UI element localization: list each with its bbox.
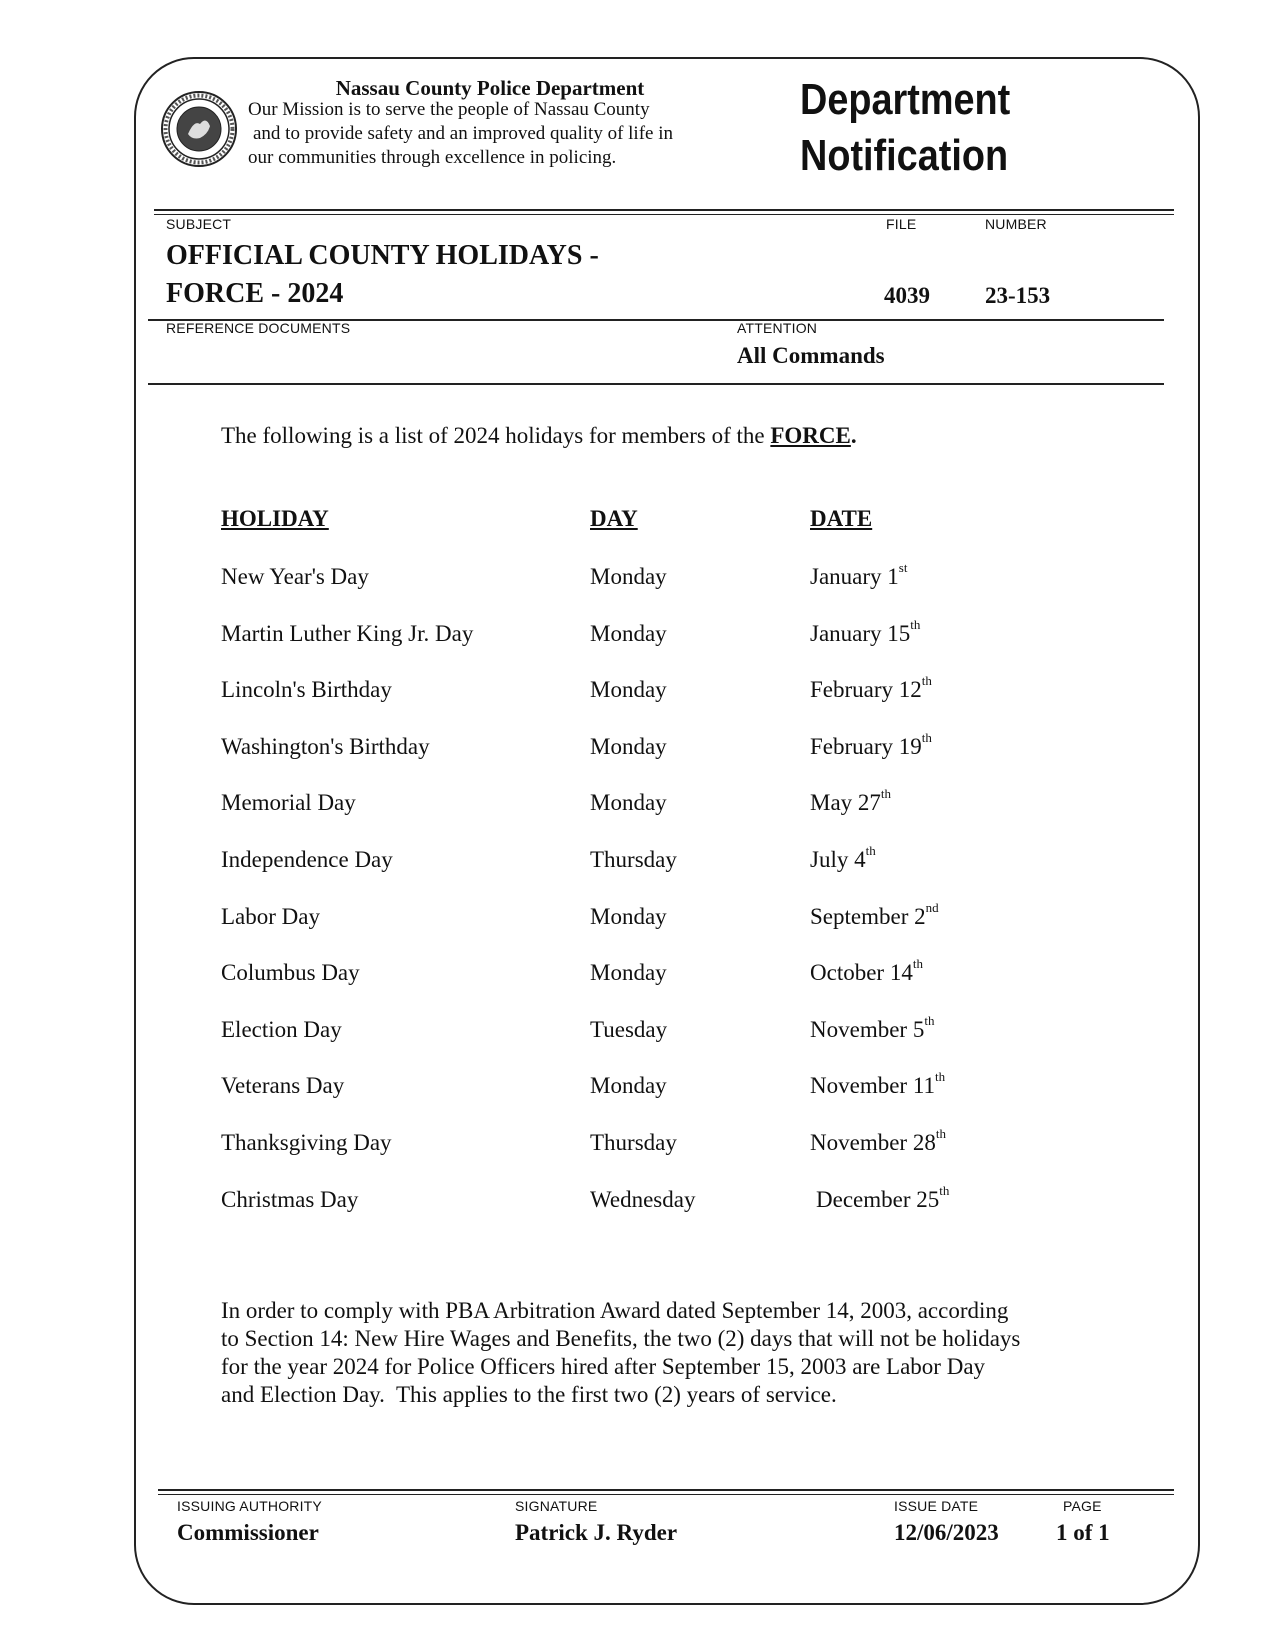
note-line-3: for the year 2024 for Police Officers hired after September 15, 2003 are Labor Day: [221, 1354, 986, 1379]
holiday-date: [810, 1069, 946, 1099]
holiday-name: New Year's Day: [221, 564, 369, 589]
holiday-date-text: January 15: [810, 621, 911, 646]
header-divider-inner: [154, 214, 1174, 215]
file-value: 4039: [884, 283, 930, 308]
holiday-day: Monday: [590, 1073, 667, 1098]
holiday-day: Thursday: [590, 1130, 677, 1155]
reference-divider: [148, 383, 1164, 385]
holiday-date-text: November 5: [810, 1017, 925, 1042]
header-divider: [154, 209, 1174, 211]
holiday-date: [810, 843, 876, 873]
signature-value: Patrick J. Ryder: [515, 1520, 678, 1545]
holiday-day: Tuesday: [590, 1017, 668, 1042]
holiday-name: Thanksgiving Day: [221, 1130, 392, 1155]
holiday-date-text: November 28: [810, 1130, 936, 1155]
holiday-date-text: December 25: [816, 1187, 940, 1212]
holiday-day: Monday: [590, 564, 667, 589]
holiday-name: Independence Day: [221, 847, 393, 872]
holiday-date-text: May 27: [810, 790, 881, 815]
holiday-day: Monday: [590, 677, 667, 702]
intro-text: The following is a list of 2024 holidays for members of the: [221, 423, 771, 448]
holiday-date: [816, 1183, 950, 1213]
footer-divider-inner: [158, 1494, 1174, 1495]
holiday-date-suffix: th: [912, 956, 923, 971]
title-line-2: Notification: [800, 131, 1009, 180]
holiday-date-text: September 2: [810, 904, 926, 929]
holiday-date: [810, 900, 939, 930]
holiday-date-text: January 1: [810, 564, 899, 589]
signature-label: SIGNATURE: [515, 1498, 598, 1514]
holiday-date-suffix: th: [934, 1069, 946, 1084]
holiday-date-suffix: th: [921, 673, 932, 688]
page-label: PAGE: [1063, 1498, 1102, 1514]
holiday-day: Wednesday: [590, 1187, 696, 1212]
note-line-2: to Section 14: New Hire Wages and Benefits, the two (2) days that will not be holidays: [221, 1326, 1021, 1351]
holiday-date-text: February 19: [810, 734, 922, 759]
holiday-day: Monday: [590, 621, 667, 646]
holiday-date: [810, 560, 908, 590]
footer-divider: [158, 1489, 1174, 1491]
holiday-name: Memorial Day: [221, 790, 356, 815]
column-holiday-header: HOLIDAY: [221, 506, 329, 531]
reference-label: REFERENCE DOCUMENTS: [166, 320, 351, 336]
attention-value: All Commands: [737, 343, 885, 368]
holiday-day: Monday: [590, 790, 667, 815]
holiday-date-text: November 11: [810, 1073, 935, 1098]
holiday-date: [810, 673, 932, 703]
holiday-name: Labor Day: [221, 904, 320, 929]
note-line-1: In order to comply with PBA Arbitration Award dated September 14, 2003, according: [221, 1298, 1009, 1323]
intro-force: FORCE: [770, 423, 851, 448]
holiday-date-text: July 4: [810, 847, 866, 872]
note-line-4: and Election Day. This applies to the first two (2) years of service.: [221, 1382, 837, 1407]
holiday-date-suffix: th: [924, 1013, 935, 1028]
holiday-date: [810, 786, 892, 816]
mission-line-3: our communities through excellence in policing.: [248, 147, 617, 168]
intro-period: .: [850, 423, 857, 448]
holiday-day: Monday: [590, 904, 667, 929]
holiday-name: Martin Luther King Jr. Day: [221, 621, 474, 646]
mission-line-2: and to provide safety and an improved quality of life in: [253, 123, 673, 144]
issuing-authority-label: ISSUING AUTHORITY: [177, 1498, 322, 1514]
holiday-date-suffix: th: [921, 730, 932, 745]
holiday-date: [810, 1126, 946, 1156]
number-value: 23-153: [985, 283, 1051, 308]
holiday-name: Columbus Day: [221, 960, 360, 985]
issue-date-value: 12/06/2023: [894, 1520, 999, 1545]
page-value: 1 of 1: [1056, 1520, 1110, 1545]
holiday-date: [810, 730, 932, 760]
intro-paragraph: [221, 422, 857, 450]
holiday-date: [810, 1013, 935, 1043]
note-paragraph: [221, 1297, 1020, 1409]
column-date-header: DATE: [810, 506, 873, 531]
column-day-header: DAY: [590, 506, 638, 531]
holiday-day: Monday: [590, 734, 667, 759]
mission-line-1: Our Mission is to serve the people of Nassau County: [248, 99, 650, 120]
attention-label: ATTENTION: [737, 320, 818, 336]
holiday-day: Monday: [590, 960, 667, 985]
holiday-date-suffix: st: [898, 560, 908, 575]
holiday-name: Veterans Day: [221, 1073, 345, 1098]
issuing-authority-value: Commissioner: [177, 1520, 319, 1545]
issue-date-label: ISSUE DATE: [894, 1498, 979, 1514]
holiday-date-suffix: th: [865, 843, 876, 858]
subject-label: SUBJECT: [166, 216, 232, 232]
subject-line-2: FORCE - 2024: [166, 278, 344, 309]
holiday-name: Christmas Day: [221, 1187, 359, 1212]
subject-line-1: OFFICIAL COUNTY HOLIDAYS -: [166, 240, 599, 271]
holiday-date-suffix: th: [935, 1126, 946, 1141]
file-label: FILE: [886, 216, 917, 232]
notification-title: [800, 72, 1010, 184]
holiday-date: [810, 617, 921, 647]
title-line-1: Department: [800, 75, 1011, 124]
holiday-date-suffix: th: [910, 617, 921, 632]
department-name: Nassau County Police Department: [335, 76, 645, 100]
holiday-date-suffix: th: [939, 1183, 950, 1198]
holiday-name: Lincoln's Birthday: [221, 677, 392, 702]
holiday-date-suffix: th: [880, 786, 892, 801]
holiday-day: Thursday: [590, 847, 677, 872]
holiday-name: Election Day: [221, 1017, 342, 1042]
holiday-name: Washington's Birthday: [221, 734, 430, 759]
holiday-date-suffix: nd: [925, 900, 939, 915]
holiday-date-text: October 14: [810, 960, 913, 985]
holiday-date-text: February 12: [810, 677, 922, 702]
number-label: NUMBER: [985, 216, 1047, 232]
holiday-date: [810, 956, 923, 986]
police-seal-icon: [160, 90, 238, 168]
